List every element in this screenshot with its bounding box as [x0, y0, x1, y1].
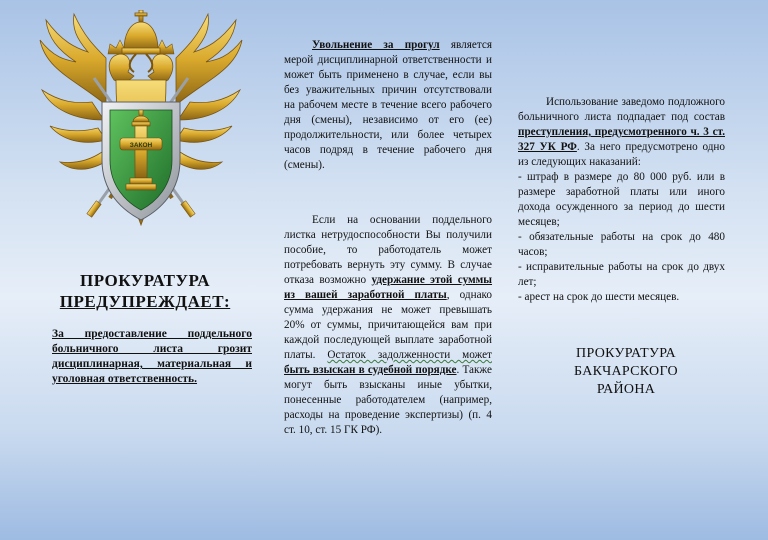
signature-line3: РАЙОНА [596, 382, 656, 397]
dismissal-lead: Увольнение за прогул [312, 39, 440, 51]
signature-block [536, 345, 716, 399]
penalty-item: - исправительные работы на срок до двух лет; [518, 261, 725, 288]
penalty-list [518, 170, 725, 305]
middle-panel [268, 0, 506, 540]
signature-line2: БАКЧАРСКОГО [574, 364, 678, 379]
refund-text-mid: , однако сумма удержания не может превышать 20% от суммы, причитающейся вам при каждой последующей выплате заработной платы. [284, 289, 492, 361]
refund-text-start: Если на основании поддельного листка нетрудоспособности Вы получили пособие, то работодатель может потребовать вернуть эту сумму. В случае отказа возможно [284, 214, 492, 286]
refund-text-end: . Также могут быть взысканы иные убытки, понесенные работодателем (например, расходы на проведение экспертизы) (п. 4 ст. 10, ст. 15 ГК РФ). [284, 364, 492, 436]
right-wing [174, 14, 242, 169]
penalty-item: - обязательные работы на срок до 480 часов; [518, 231, 725, 258]
warning-title-line2: ПРЕДУПРЕЖДАЕТ: [59, 292, 231, 311]
penalty-item: - арест на срок до шести месяцев. [518, 291, 680, 303]
penalty-item: - штраф в размере до 80 000 руб. или в размере заработной платы или иного дохода осужденного за период до шести месяцев; [518, 171, 725, 228]
warning-title-line1: ПРОКУРАТУРА [80, 271, 210, 290]
dismissal-text: является мерой дисциплинарной ответственности и может быть применено в случае, если вы без уважительных причин отсутствовали на рабочем месте в течение всего рабочего дня (смены), независимо от его (ее) продолжительности, или более четырех часов подряд в течение рабочего дня (смены). [284, 39, 492, 171]
signature-line1: ПРОКУРАТУРА [576, 346, 676, 361]
paragraph-crime [518, 95, 725, 305]
refund-court: быть взыскан в судебной порядке [284, 364, 457, 376]
right-panel [506, 0, 768, 540]
crime-text-end: . За него предусмотрено одно из следующих наказаний: [518, 141, 726, 168]
warning-text: За предоставление поддельного больничного листа грозит дисциплинарная, материальная и уголовная ответственность. [52, 328, 252, 385]
paragraph-refund [284, 213, 492, 438]
crime-text-start: Использование заведомо подложного больничного листа подпадает под состав [518, 96, 725, 123]
big-crown [122, 10, 160, 54]
paragraph-dismissal [284, 38, 492, 173]
eagle-heads [109, 54, 173, 82]
refund-remainder: Остаток задолженности может [327, 349, 492, 361]
refund-deduction: удержание этой суммы из вашей заработной платы [284, 274, 493, 301]
left-panel [0, 0, 268, 540]
crime-article: преступления, предусмотренного ч. 3 ст. 327 УК РФ [518, 126, 725, 153]
left-wing [40, 14, 108, 169]
warning-title [40, 270, 250, 312]
prosecutor-emblem [36, 10, 246, 255]
emblem-label: ЗАКОН [129, 142, 153, 149]
crown-ribbons [130, 54, 153, 72]
